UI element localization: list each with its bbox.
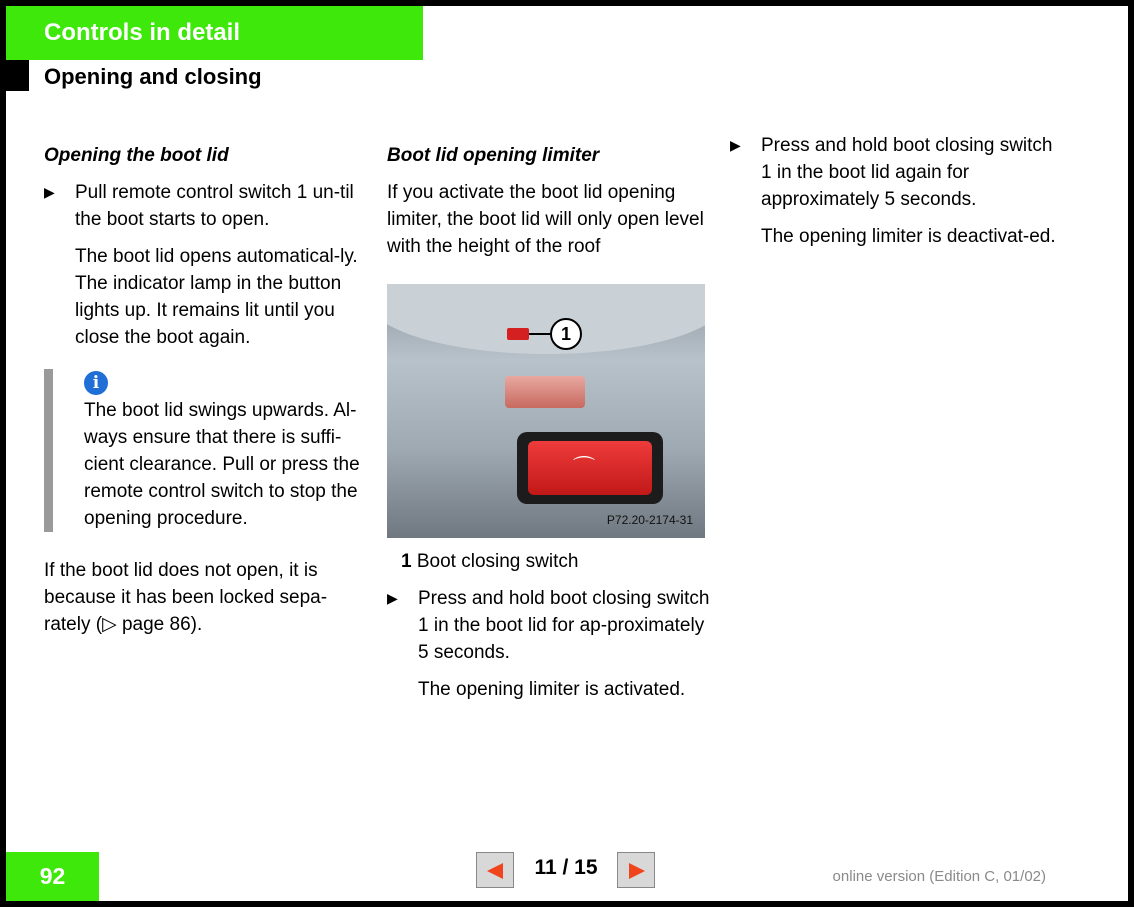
column-2 <box>387 136 712 703</box>
car-boot-icon: ⌒ <box>573 455 596 480</box>
info-icon: i <box>84 371 108 395</box>
triangle-right-icon: ▶ <box>387 590 398 606</box>
result-text: The boot lid opens automatical-ly. <box>75 246 358 267</box>
edition-note: online version (Edition C, 01/02) <box>832 868 1046 885</box>
triangle-right-icon: ▶ <box>44 184 55 200</box>
figure-caption <box>387 548 712 575</box>
result-activated: The opening limiter is activated. <box>418 679 686 700</box>
boot-lid-figure <box>387 284 705 538</box>
heading-opening-limiter: Boot lid opening limiter <box>387 145 600 166</box>
figure-code: P72.20-2174-31 <box>606 513 693 527</box>
result-deactivated: The opening limiter is deactivat-ed. <box>761 226 1056 247</box>
step-text: Pull remote control switch 1 un-til the boot starts to open. <box>75 182 354 230</box>
section-title: Opening and closing <box>44 64 262 89</box>
note-text: The boot lid swings upwards. Al-ways ensure that there is suffi-cient clearance. Pull or press the remote control switch to stop the opening procedure. <box>84 400 360 529</box>
next-page-icon <box>629 863 645 879</box>
step-pull-switch <box>44 179 369 233</box>
callout-number: 1 <box>550 318 582 350</box>
column-1 <box>44 136 369 648</box>
page-number: 92 <box>6 852 99 901</box>
prev-page-button[interactable] <box>476 852 514 888</box>
step-text: Press and hold boot closing switch 1 in the boot lid for ap-proximately 5 seconds. <box>418 588 710 663</box>
step-text: Press and hold boot closing switch 1 in the boot lid again for approximately 5 seconds. <box>761 135 1053 210</box>
chapter-title: Controls in detail <box>6 6 423 60</box>
next-page-button[interactable] <box>617 852 655 888</box>
result-block <box>44 243 369 351</box>
step-activate-limiter <box>387 585 712 666</box>
manual-page <box>6 6 1128 901</box>
page-counter: 11 / 15 <box>534 856 598 879</box>
boot-closing-switch-small <box>507 328 529 340</box>
boot-lid-shape <box>387 284 705 354</box>
section-marker <box>6 60 29 91</box>
caption-text: Boot closing switch <box>416 551 579 572</box>
locked-separately-text: If the boot lid does not open, it is because it has been locked sepa-rately (▷ page 86). <box>44 560 328 635</box>
step-deactivate-limiter <box>730 132 1060 213</box>
column-3 <box>730 136 1060 250</box>
prev-page-icon <box>487 863 503 879</box>
result-text: The indicator lamp in the button lights up. It remains lit until you close the boot again. <box>75 273 342 348</box>
boot-handle <box>505 376 585 408</box>
limiter-intro: If you activate the boot lid opening limiter, the boot lid will only open level with the height of the roof <box>387 182 704 257</box>
triangle-right-icon: ▶ <box>730 137 741 153</box>
heading-opening-boot-lid: Opening the boot lid <box>44 145 229 166</box>
info-note <box>44 369 369 532</box>
caption-number: 1 <box>401 551 412 572</box>
